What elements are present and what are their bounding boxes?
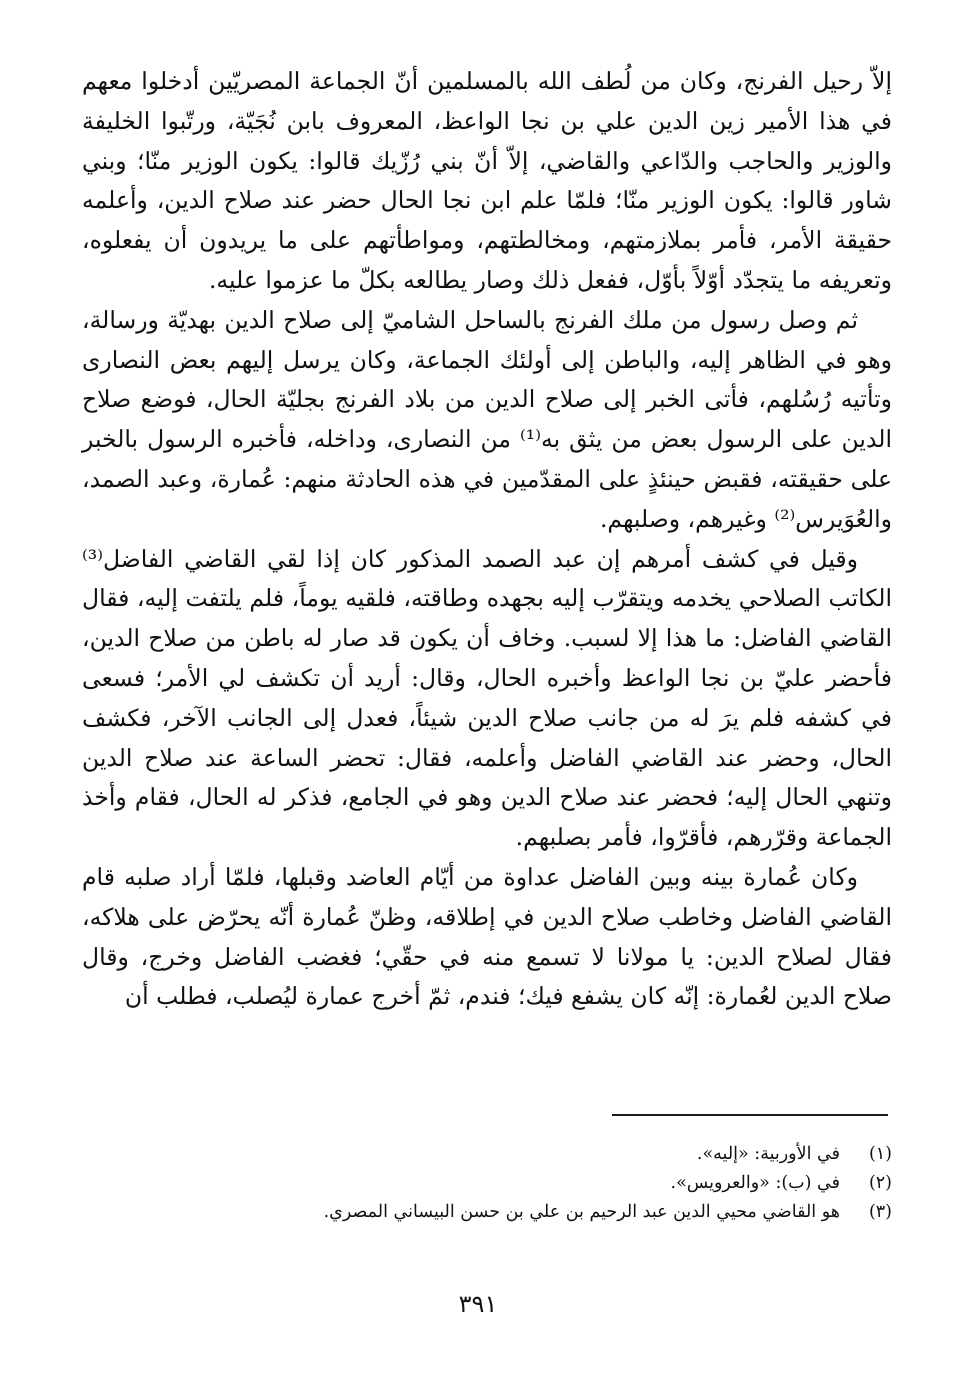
- footnote-1: [240, 1140, 892, 1169]
- paragraph-3: وقيل في كشف أمرهم إن عبد الصمد المذكور كان إذا لقي القاضي الفاضل⁽³⁾ الكاتب الصلاحي يخدمه ويتقرّب إليه بجهده وطاقته، فلقيه يوماً، فلم يلتفت إليه، فقال القاضي الفاضل: ما هذا إلا لسبب. وخاف أن يكون قد صار له باطن من صلاح الدين، فأحضر عليّ بن نجا الواعظ وأخبره الحال، وقال: أريد أن تكشف لي الأمر؛ فسعى في كشفه فلم يرَ له من جانب صلاح الدين شيئاً، فعدل إلى الجانب الآخر، فكشف الحال، وحضر عند القاضي الفاضل وأعلمه، فقال: تحضر الساعة عند صلاح الدين وتنهي الحال إليه؛ فحضر عند صلاح الدين وهو في الجامع، فذكر له الحال، فقام وأخذ الجماعة وقرّرهم، فأقرّوا، فأمر بصلبهم.: [82, 544, 892, 852]
- footnote-2: [240, 1169, 892, 1198]
- main-text-block: [82, 62, 892, 1017]
- footnote-text: هو القاضي محيي الدين عبد الرحيم بن علي بن حسن البيساني المصري.: [323, 1202, 840, 1222]
- footnote-number: (٣): [868, 1202, 892, 1222]
- footnote-number: (١): [868, 1144, 892, 1164]
- footnotes: [240, 1140, 892, 1227]
- paragraph-4: وكان عُمارة بينه وبين الفاضل عداوة من أيّام العاضد وقبلها، فلمّا أراد صلبه قام القاضي الفاضل وخاطب صلاح الدين في إطلاقه، وظنّ عُمارة أنّه يحرّض على هلاكه، فقال لصلاح الدين: يا مولانا لا تسمع منه في حقّي؛ فغضب الفاضل وخرج، وقال صلاح الدين لعُمارة: إنّه كان يشفع فيك؛ فندم، ثمّ أخرج عمارة ليُصلب، فطلب أن: [82, 862, 892, 1011]
- paragraph-1: إلاّ رحيل الفرنج، وكان من لُطف الله بالمسلمين أنّ الجماعة المصريّين أدخلوا معهم في هذا الأمير زين الدين علي بن نجا الواعظ، المعروف بابن نُجَيّة، ورتّبوا الخليفة والوزير والحاجب والدّاعي والقاضي، إلاّ أنّ بني رُزّيك قالوا: يكون الوزير منّا؛ وبني شاور قالوا: يكون الوزير منّا؛ فلمّا علم ابن نجا الحال حضر عند صلاح الدين، وأعلمه حقيقة الأمر، فأمر بملازمتهم، ومخالطتهم، ومواطأتهم على ما يريدون أن يفعلوه، وتعريفه ما يتجدّد أوّلاً بأوّل، ففعل ذلك وصار يطالعه بكلّ ما عزموا عليه.: [82, 67, 892, 294]
- footnote-text: في الأوربية: «إليه».: [696, 1144, 840, 1164]
- footnote-3: [240, 1198, 892, 1227]
- footnote-separator: [612, 1114, 888, 1116]
- footnote-text: في (ب): «والعرويس».: [670, 1173, 840, 1193]
- footnote-number: (٢): [868, 1173, 892, 1193]
- paragraph-2: ثم وصل رسول من ملك الفرنج بالساحل الشاميّ إلى صلاح الدين بهديّة ورسالة، وهو في الظاهر إليه، والباطن إلى أولئك الجماعة، وكان يرسل إليهم بعض النصارى وتأتيه رُسُلهم، فأتى الخبر إلى صلاح الدين من بلاد الفرنج بجليّة الحال، فوضع صلاح الدين على الرسول بعض من يثق به⁽¹⁾ من النصارى، وداخله، فأخبره الرسول بالخبر على حقيقته، فقبض حينئذٍ على المقدّمين في هذه الحادثة منهم: عُمارة، وعبد الصمد، والعُوَيرس⁽²⁾ وغيرهم، وصلبهم.: [82, 305, 892, 533]
- page-number: ٣٩١: [458, 1290, 498, 1318]
